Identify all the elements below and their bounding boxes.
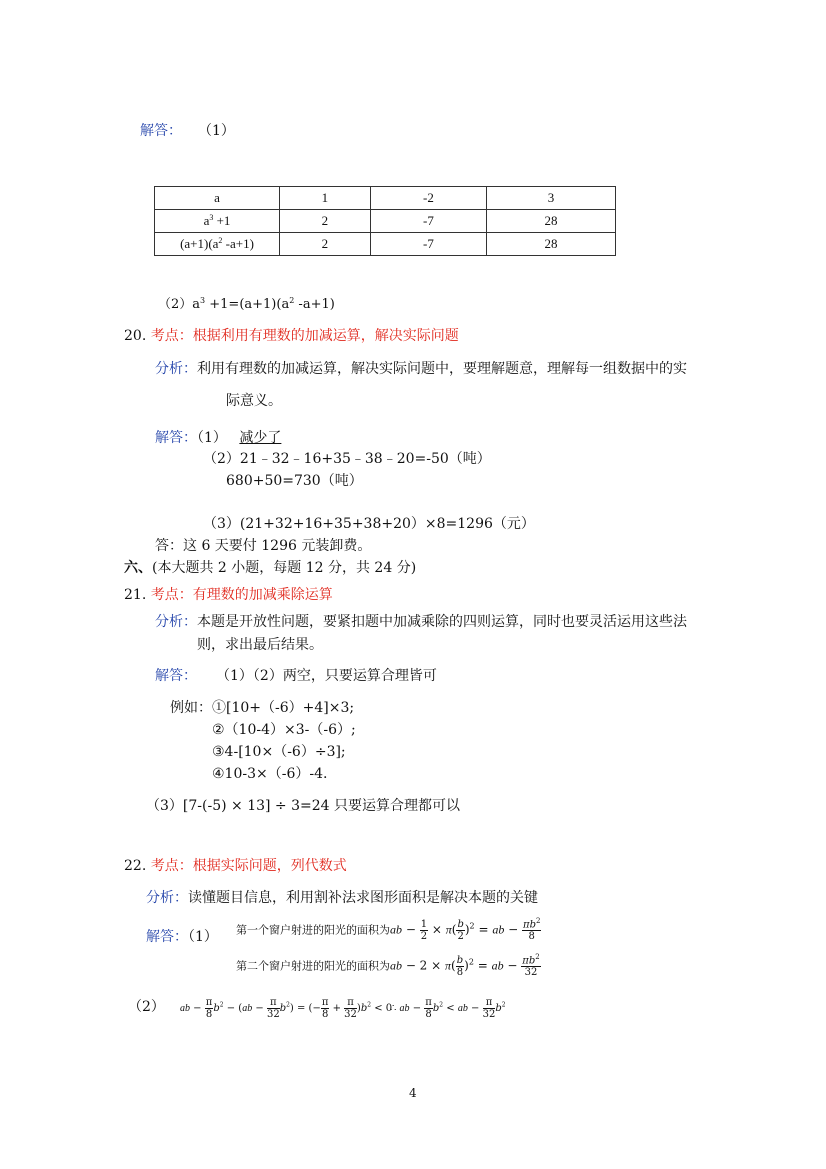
table-cell: 2: [280, 210, 371, 233]
q20-analysis-line2: 际意义。: [226, 393, 282, 409]
table-cell: 28: [487, 233, 616, 256]
kaodian-label: 考点：: [150, 587, 193, 603]
q20-answer-p2-line2: 680+50=730（吨）: [226, 473, 363, 489]
q19-part2: $(2)a^3 +1=(a+1)(a^2$ -a+1): [158, 296, 335, 312]
q21-heading: [124, 584, 333, 604]
answer-label: 解答：: [146, 929, 188, 945]
q22-heading: [124, 855, 347, 875]
table-cell: $(a+1)(a^2$ -a+1): [155, 233, 280, 256]
q21-example-4: ④10-3×（-6）-4.: [212, 766, 328, 782]
q21-example-1: 例如：①[10+（-6）+4]×3;: [170, 700, 355, 716]
question-number: 22.: [124, 858, 147, 874]
q22-part2-label: （2）: [128, 999, 165, 1015]
question-number: 20.: [124, 328, 147, 344]
table-cell: a: [155, 187, 280, 210]
table-header-row: [155, 187, 616, 210]
kaodian-label: 考点：: [150, 858, 193, 874]
table-cell: -7: [370, 233, 486, 256]
q21-example-2: ②（10-4）×3-（-6）;: [212, 722, 356, 738]
page-number: 4: [409, 1086, 417, 1100]
q21-analysis-line1: 分析：本题是开放性问题，要紧扣题中加减乘除的四则运算，同时也要灵活运用这些法: [155, 614, 687, 630]
table-cell: -7: [370, 210, 486, 233]
kaodian-text: 有理数的加减乘除运算: [192, 587, 333, 603]
table-cell: 3: [487, 187, 616, 210]
answer-blank: 减少了: [239, 430, 282, 446]
q22-formula-4: ∴ ab − $\frac{\pi}{8}$ $b^2$ < ab − $\frac{\pi}{32}$ $b^2$: [390, 997, 506, 1020]
table-cell: $a^3 +1$: [155, 210, 280, 233]
table-cell: -2: [370, 187, 486, 210]
answer-label: 解答：: [155, 668, 197, 684]
q20-analysis-line1: 分析：利用有理数的加减运算，解决实际问题中，要理解题意，理解每一组数据中的实: [155, 361, 687, 377]
q20-answer-p3: （3）(21+32+16+35+38+20）×8=1296（元）: [203, 516, 535, 532]
answer-label: 解答：: [155, 430, 197, 446]
kaodian-label: 考点：: [150, 328, 193, 344]
value-table: [154, 186, 616, 256]
q20-conclusion: 答：这 6 天要付 1296 元装卸费。: [155, 538, 372, 554]
q19-answer-label: 解答：: [140, 123, 182, 139]
q22-formula-3: ab − $\frac{\pi}{8}$ $b^2 - (ab$ − $\frac{\pi}{32}$ $b^2$) = (− $\frac{\pi}{8}$ + $\frac{\pi}{32}$ )$b^2 < 0$: [180, 997, 393, 1020]
section-six-heading: 六、(本大题共 2 小题，每题 12 分，共 24 分): [124, 560, 417, 576]
question-number: 21.: [124, 587, 147, 603]
q21-example-3: ③4-[10×（-6）÷3];: [212, 744, 346, 760]
q20-answer-p2-line1: （2）21﹣32﹣16+35﹣38﹣20=-50（吨）: [203, 451, 491, 467]
q20-heading: [124, 325, 459, 345]
fenxi-label: 分析：: [146, 890, 188, 906]
q22-answer-label: 解答：（1）: [146, 929, 218, 945]
table-cell: 2: [280, 233, 371, 256]
kaodian-text: 根据实际问题，列代数式: [192, 858, 347, 874]
fenxi-label: 分析：: [155, 614, 197, 630]
fenxi-label: 分析：: [155, 361, 197, 377]
table-row: [155, 233, 616, 256]
table-row: [155, 210, 616, 233]
table-cell: 28: [487, 210, 616, 233]
q22-analysis: 分析：读懂题目信息，利用割补法求图形面积是解决本题的关键: [146, 890, 538, 906]
q21-analysis-line2: 则，求出最后结果。: [197, 637, 323, 653]
q19-part1: （1）: [198, 123, 235, 139]
q21-answer: 解答： （1）（2）两空，只要运算合理皆可: [155, 668, 437, 684]
table-cell: 1: [280, 187, 371, 210]
q22-formula-2: 第二个窗户射进的阳光的面积为ab − 2 × π( $\frac{b}{8}$ )$^2$ = ab − $\frac{\pi b^2}{32}$: [236, 953, 540, 979]
q22-formula-1: 第一个窗户射进的阳光的面积为ab − $\frac{1}{2}$ × π( $\frac{b}{2}$ )$^2$ = ab − $\frac{\pi b^2}{8}$: [236, 917, 541, 943]
q21-answer-p3: （3）[7-(-5) × 13] ÷ 3=24 只要运算合理都可以: [146, 798, 461, 814]
q20-answer-p1: 解答：（1） 减少了: [155, 427, 289, 447]
kaodian-text: 根据利用有理数的加减运算，解决实际问题: [192, 328, 459, 344]
